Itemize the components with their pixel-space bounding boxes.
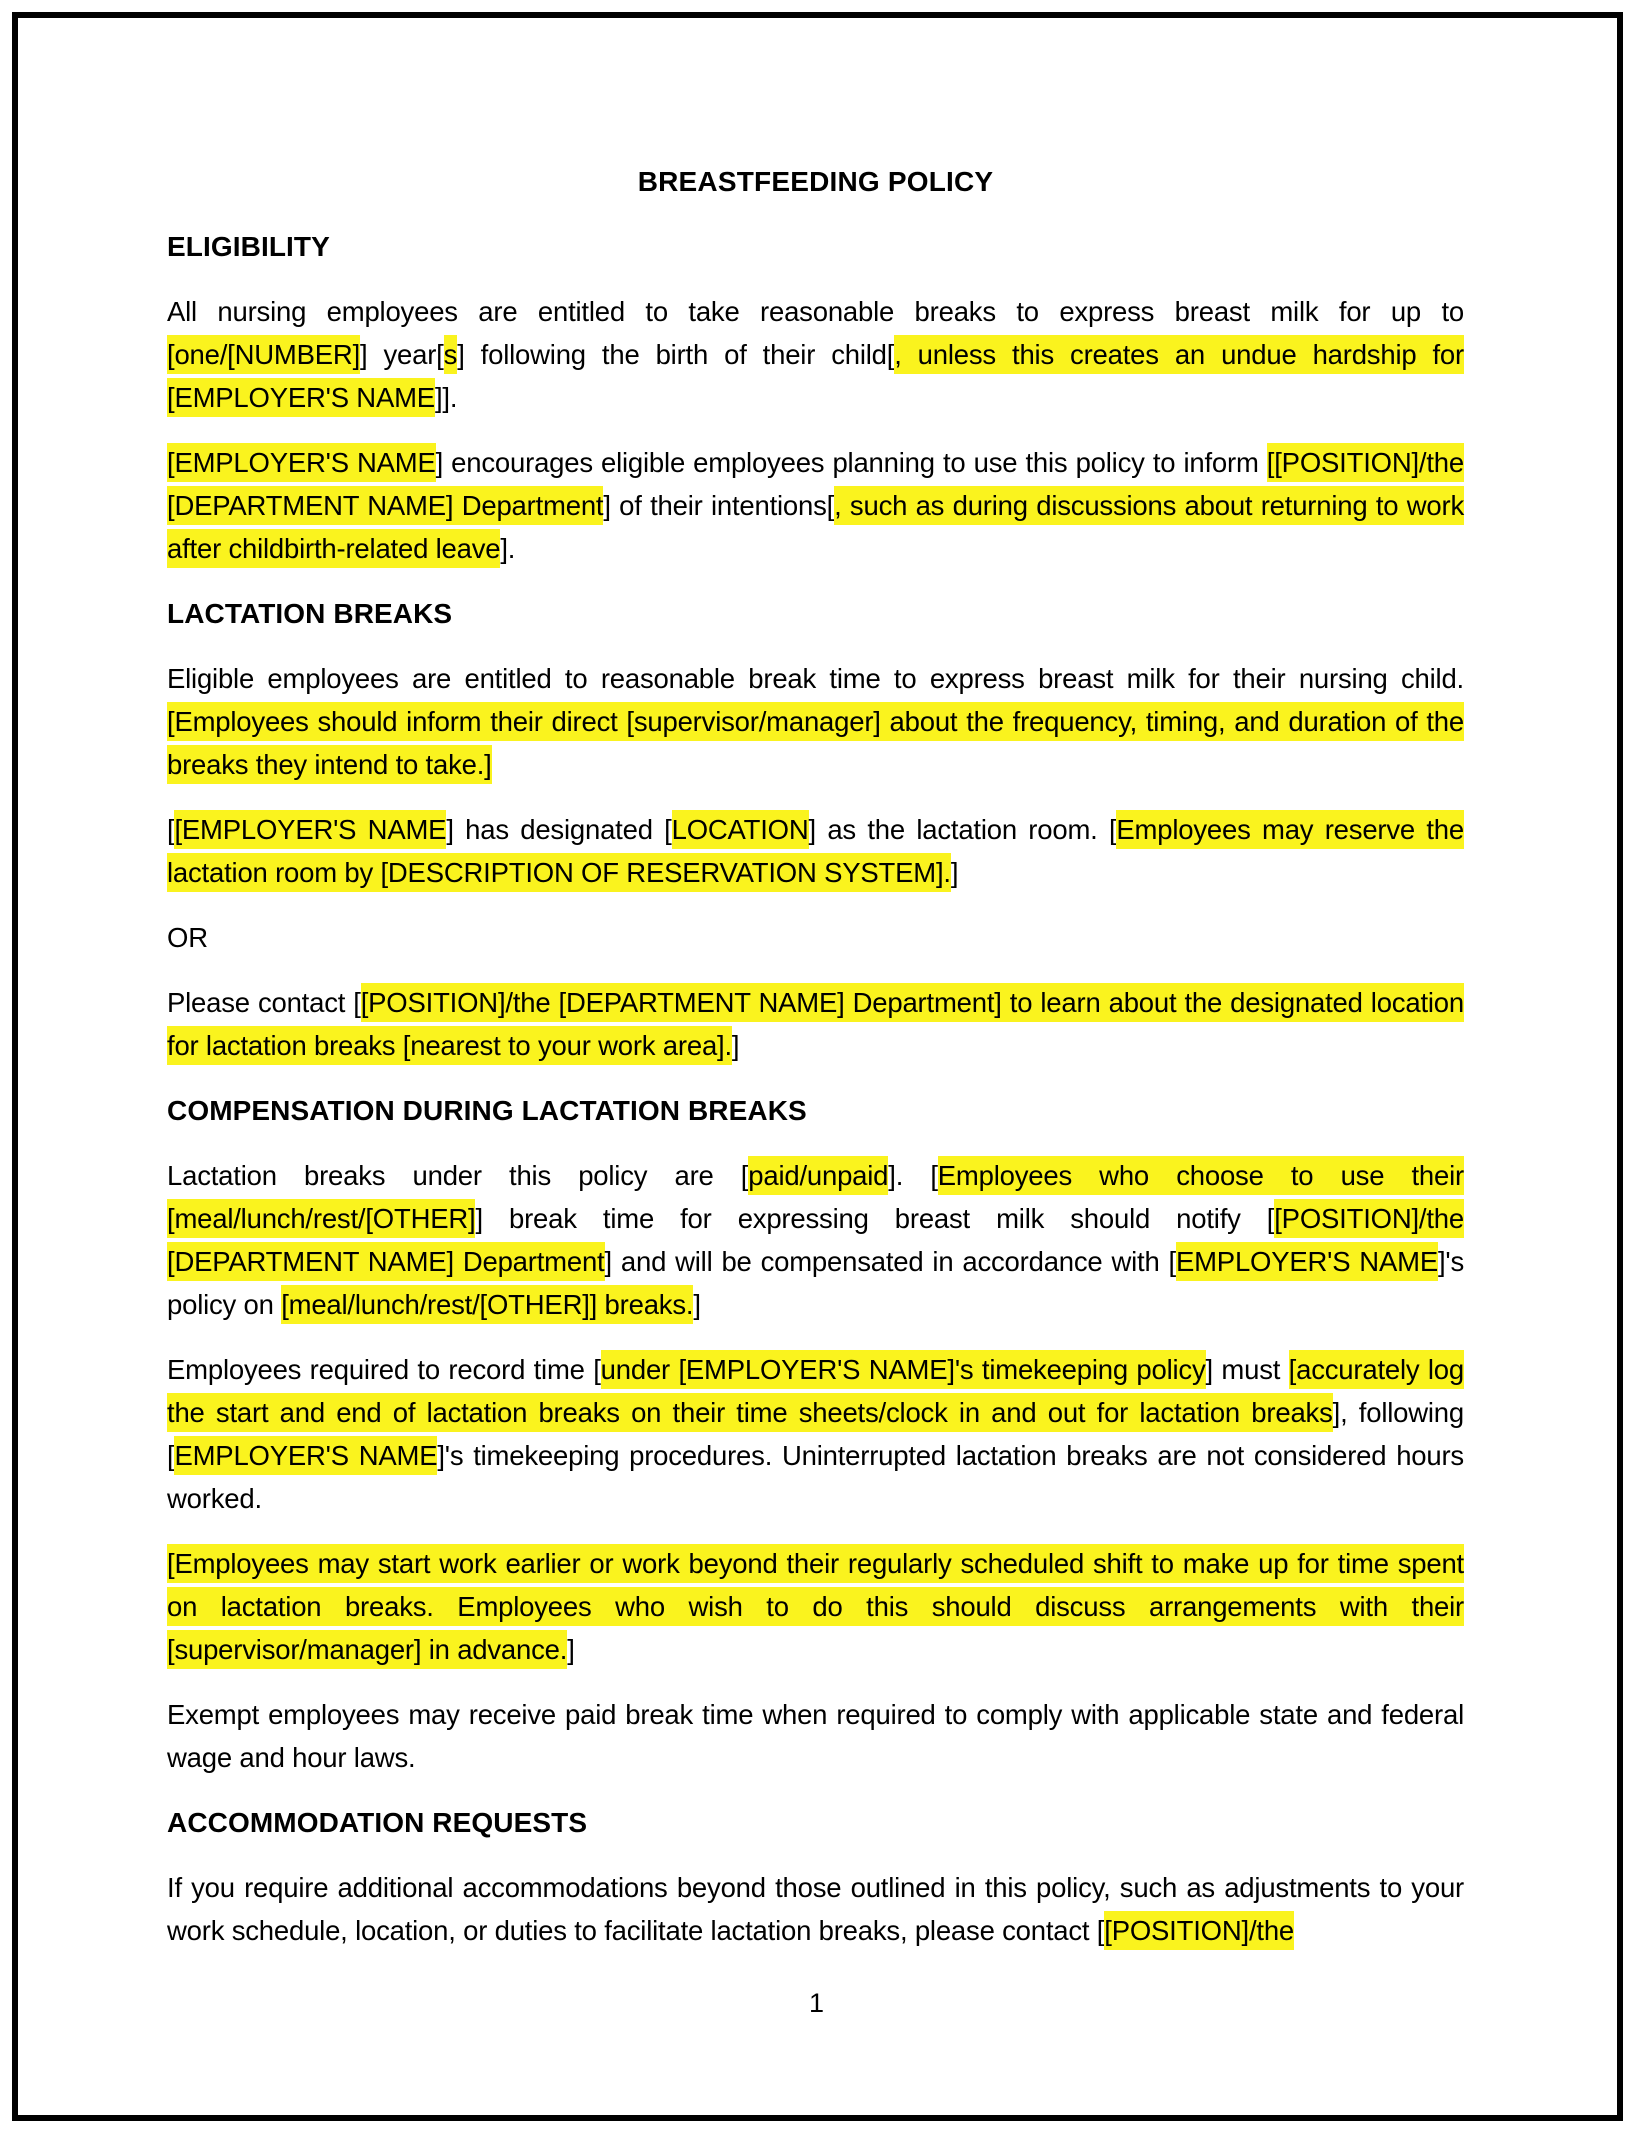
text-run: Please contact [: [167, 987, 361, 1018]
highlighted-placeholder-run: [POSITION]/the [DEPARTMENT NAME] Department: [167, 1199, 1464, 1281]
paragraph: [167, 1542, 1464, 1671]
highlighted-placeholder-run: EMPLOYER'S NAME: [1176, 1242, 1438, 1281]
highlighted-placeholder-run: [[POSITION]/the [DEPARTMENT NAME] Department: [167, 443, 1464, 525]
text-run: ]: [567, 1634, 575, 1665]
highlighted-placeholder-run: , such as during discussions about returning to work after childbirth-related leave: [167, 486, 1464, 568]
text-run: ]'s timekeeping procedures. Uninterrupted lactation breaks are not considered hours worked.: [167, 1440, 1464, 1514]
text-run: Eligible employees are entitled to reasonable break time to express breast milk for their nursing child.: [167, 663, 1464, 694]
text-run: ] and will be compensated in accordance with [: [604, 1246, 1176, 1277]
text-run: ], following [: [167, 1397, 1464, 1471]
text-run: ] year[: [360, 339, 444, 370]
highlighted-placeholder-run: [meal/lunch/rest/[OTHER]] breaks.: [281, 1285, 693, 1324]
highlighted-placeholder-run: [one/[NUMBER]: [167, 335, 360, 374]
highlighted-placeholder-run: s: [444, 335, 458, 374]
paragraph: [167, 441, 1464, 570]
text-run: ] of their intentions[: [603, 490, 835, 521]
document-title: BREASTFEEDING POLICY: [637, 166, 994, 197]
paragraph: [167, 1154, 1464, 1326]
text-run: Lactation breaks under this policy are [: [167, 1160, 749, 1191]
text-run: [: [167, 814, 175, 845]
highlighted-placeholder-run: paid/unpaid: [748, 1156, 888, 1195]
text-run: If you require additional accommodations beyond those outlined in this policy, such as adjustments to your work schedule, location, or duties to facilitate lactation breaks, please contact [: [167, 1872, 1464, 1946]
paragraph: [167, 1348, 1464, 1520]
paragraph: [167, 808, 1464, 894]
highlighted-placeholder-run: under [EMPLOYER'S NAME]'s timekeeping policy: [601, 1350, 1206, 1389]
highlighted-placeholder-run: , unless this creates an undue hardship for [EMPLOYER'S NAME: [167, 335, 1464, 417]
text-run: ] as the lactation room. [: [808, 814, 1117, 845]
paragraph: [167, 916, 1464, 959]
highlighted-placeholder-run: LOCATION: [672, 810, 809, 849]
text-run: OR: [167, 922, 208, 953]
text-run: ]: [731, 1030, 740, 1061]
highlighted-placeholder-run: [Employees should inform their direct [supervisor/manager] about the frequency, timing, and duration of the breaks they intend to take.]: [167, 702, 1464, 784]
paragraph: [167, 981, 1464, 1067]
highlighted-placeholder-run: EMPLOYER'S NAME: [174, 1436, 437, 1475]
section-heading: LACTATION BREAKS: [167, 598, 453, 629]
text-run: ] break time for expressing breast milk should notify [: [475, 1203, 1275, 1234]
text-run: ]'s policy on: [167, 1246, 1465, 1320]
paragraph: [167, 1866, 1464, 1952]
text-run: ] following the birth of their child[: [457, 339, 895, 370]
text-run: All nursing employees are entitled to take reasonable breaks to express breast milk for up to: [167, 296, 1464, 327]
section-heading: COMPENSATION DURING LACTATION BREAKS: [167, 1095, 807, 1126]
paragraph: [167, 657, 1464, 786]
paragraph: [167, 290, 1464, 419]
paragraph: [167, 1693, 1464, 1779]
section-heading: ACCOMMODATION REQUESTS: [167, 1807, 588, 1838]
text-run: ]. [: [888, 1160, 938, 1191]
text-run: ].: [500, 533, 516, 564]
text-run: Exempt employees may receive paid break time when required to comply with applicable state and federal wage and hour laws.: [167, 1699, 1464, 1773]
text-run: ] must: [1205, 1354, 1289, 1385]
highlighted-placeholder-run: [EMPLOYER'S NAME: [167, 443, 436, 482]
text-run: ] has designated [: [446, 814, 672, 845]
text-run: Employees required to record time [: [167, 1354, 601, 1385]
text-run: ]].: [434, 382, 458, 413]
highlighted-placeholder-run: [POSITION]/the [DEPARTMENT NAME] Department] to learn about the designated location for lactation breaks [nearest to your work area].: [167, 983, 1464, 1065]
text-run: ]: [950, 857, 959, 888]
section-heading: ELIGIBILITY: [167, 231, 330, 262]
page-number: 1: [808, 1988, 825, 2018]
document-body: [167, 225, 1464, 1952]
highlighted-placeholder-run: [POSITION]/the: [1104, 1911, 1294, 1950]
highlighted-placeholder-run: Employees may reserve the lactation room by [DESCRIPTION OF RESERVATION SYSTEM].: [167, 810, 1464, 892]
text-run: ] encourages eligible employees planning to use this policy to inform: [435, 447, 1267, 478]
highlighted-placeholder-run: [accurately log the start and end of lactation breaks on their time sheets/clock in and out for lactation breaks: [167, 1350, 1464, 1432]
text-run: ]: [693, 1289, 701, 1320]
highlighted-placeholder-run: [EMPLOYER'S NAME: [174, 810, 446, 849]
highlighted-placeholder-run: [Employees may start work earlier or work beyond their regularly scheduled shift to make up for time spent on lactation breaks. Employees who wish to do this should discuss arrangements with their [supervisor/manager] in advance.: [167, 1544, 1464, 1669]
highlighted-placeholder-run: Employees who choose to use their [meal/lunch/rest/[OTHER]: [167, 1156, 1464, 1238]
